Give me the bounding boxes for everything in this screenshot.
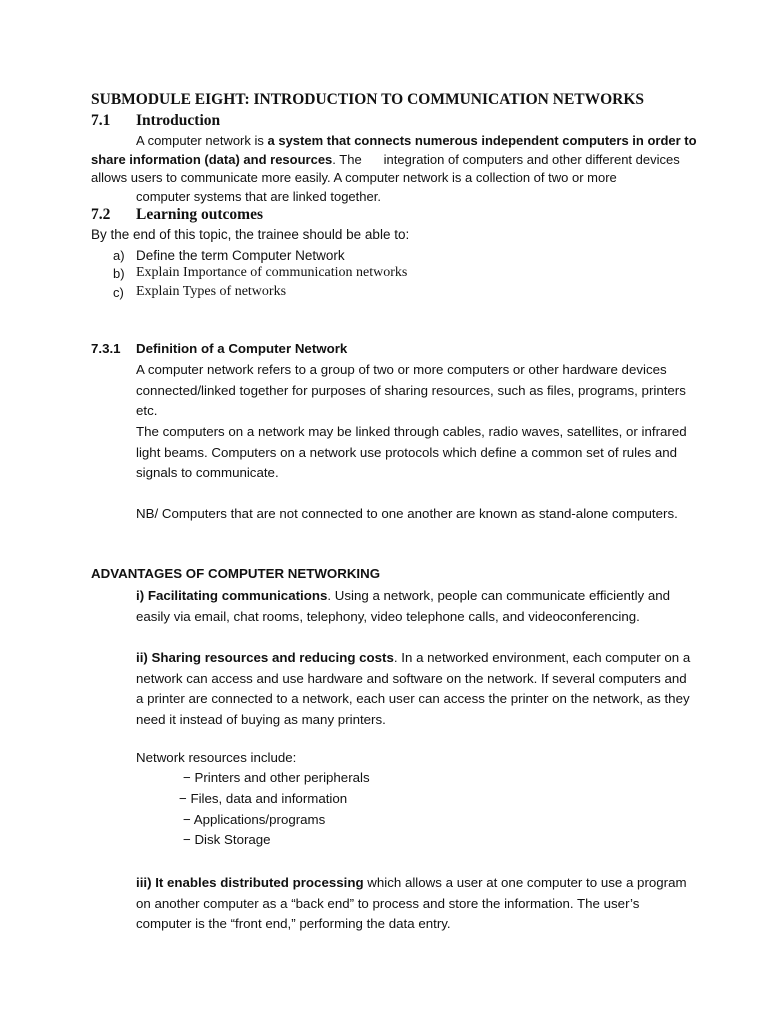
outcome-b-label: b) <box>113 266 125 281</box>
intro-line-1: A computer network is a system that connects numerous independent computers in order to <box>136 133 697 148</box>
resource-item-files: − Files, data and information <box>179 791 348 806</box>
resource-item-printers: − Printers and other peripherals <box>183 770 370 785</box>
advantage-i: i) Facilitating communications. Using a network, people can communicate efficiently and easily via email, chat rooms, telephony, video telephone calls, and videoconferencing. <box>136 588 671 624</box>
subsection-title-definition: Definition of a Computer Network <box>136 341 348 356</box>
definition-paragraph: A computer network refers to a group of two or more computers or other hardware devices connected/linked together for purposes of sharing resources, such as files, programs, printers etc. <box>136 362 686 418</box>
section-number-7-1: 7.1 <box>91 112 111 129</box>
outcomes-intro: By the end of this topic, the trainee should be able to: <box>91 227 410 242</box>
page-title: SUBMODULE EIGHT: INTRODUCTION TO COMMUNICATION NETWORKS <box>91 91 645 108</box>
section-number-7-2: 7.2 <box>91 206 111 223</box>
section-title-learning-outcomes: Learning outcomes <box>136 206 264 223</box>
resource-item-applications: − Applications/programs <box>183 812 326 827</box>
advantages-heading: ADVANTAGES OF COMPUTER NETWORKING <box>91 566 381 581</box>
linking-paragraph: The computers on a network may be linked through cables, radio waves, satellites, or infrared light beams. Computers on a network use protocols which define a common set of rules and signals to communicate. <box>136 424 687 480</box>
resource-item-disk-storage: − Disk Storage <box>183 832 271 847</box>
resources-intro: Network resources include: <box>136 750 297 765</box>
section-title-introduction: Introduction <box>136 112 221 129</box>
advantage-ii: ii) Sharing resources and reducing costs. In a networked environment, each computer on a network can access and use hardware and software on the network. If several computers and a printer are connected to a network, each user can access the printer on the network, as they need it instead of buying as many printers. <box>136 650 691 727</box>
outcome-c-text: Explain Types of networks <box>136 284 287 299</box>
outcome-c-label: c) <box>113 285 124 300</box>
subsection-number-7-3-1: 7.3.1 <box>91 341 121 356</box>
intro-line-3: allows users to communicate more easily. A computer network is a collection of two or more <box>91 170 617 185</box>
intro-line-4: computer systems that are linked together. <box>136 189 381 204</box>
advantage-iii: iii) It enables distributed processing which allows a user at one computer to use a program on another computer as a “back end” to process and store the information. The user’s computer is the “front end,” performing the data entry. <box>136 875 687 931</box>
intro-line-2: share information (data) and resources. The integration of computers and other different devices <box>91 152 680 167</box>
outcome-a-text: Define the term Computer Network <box>136 248 345 263</box>
outcome-b-text: Explain Importance of communication networks <box>136 265 408 280</box>
note-standalone: NB/ Computers that are not connected to one another are known as stand-alone computers. <box>136 506 678 521</box>
outcome-a-label: a) <box>113 248 125 263</box>
